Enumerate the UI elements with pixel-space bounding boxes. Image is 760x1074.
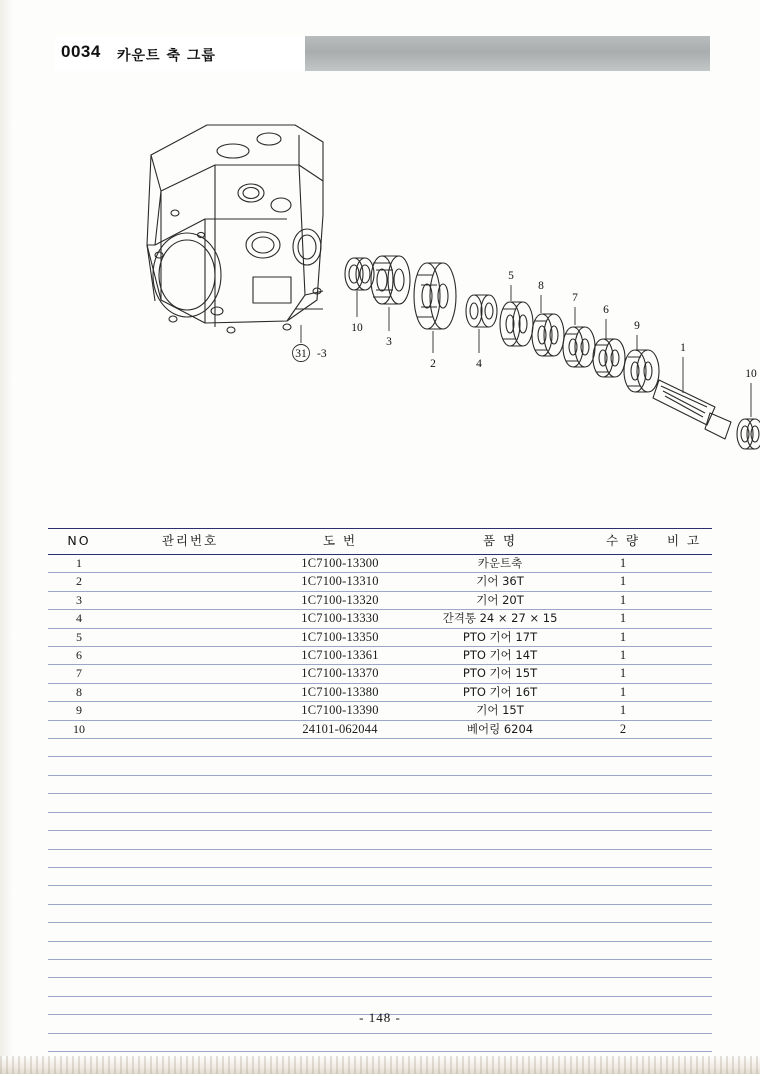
cell-note [656, 555, 712, 573]
callout-10-left: 10 [351, 322, 363, 334]
th-qty: 수 량 [590, 529, 656, 555]
cell-empty [270, 941, 410, 959]
cell-empty [410, 978, 590, 996]
cell-empty [590, 978, 656, 996]
cell-empty [410, 812, 590, 830]
callout-31: 31 [295, 348, 307, 360]
cell-empty [656, 886, 712, 904]
cell-empty [110, 923, 270, 941]
cell-name: 기어 36T [410, 573, 590, 591]
page-title: 카운트 축 그룹 [117, 48, 216, 64]
cell-empty [656, 831, 712, 849]
table-row-empty [48, 812, 712, 830]
cell-empty [270, 775, 410, 793]
cell-dwg: 1C7100-13330 [270, 610, 410, 628]
cell-empty [656, 849, 712, 867]
cell-qty: 1 [590, 610, 656, 628]
table-row-empty [48, 757, 712, 775]
table-row [48, 702, 712, 720]
cell-no: 7 [48, 665, 110, 683]
cell-no: 4 [48, 610, 110, 628]
cell-note [656, 665, 712, 683]
table-row-empty [48, 923, 712, 941]
callout-3: 3 [386, 336, 392, 348]
th-drawing-no: 도 번 [270, 529, 410, 555]
table-row-empty [48, 739, 712, 757]
cell-name: 간격통 24 × 27 × 15 [410, 610, 590, 628]
cell-empty [270, 794, 410, 812]
page-number: - 148 - [359, 1010, 401, 1025]
cell-empty [656, 867, 712, 885]
cell-no: 6 [48, 647, 110, 665]
parts-table-body [48, 555, 712, 1052]
cell-qty: 1 [590, 591, 656, 609]
cell-empty [110, 941, 270, 959]
cell-note [656, 610, 712, 628]
table-row-empty [48, 959, 712, 977]
cell-empty [656, 775, 712, 793]
cell-empty [48, 923, 110, 941]
cell-qty: 1 [590, 573, 656, 591]
cell-name: PTO 기어 16T [410, 683, 590, 701]
th-part-name: 품 명 [410, 529, 590, 555]
cell-empty [590, 941, 656, 959]
cell-dwg: 1C7100-13310 [270, 573, 410, 591]
cell-note [656, 702, 712, 720]
th-mgmt-no: 관리번호 [110, 529, 270, 555]
cell-empty [410, 775, 590, 793]
cell-empty [270, 849, 410, 867]
cell-name: PTO 기어 15T [410, 665, 590, 683]
callout-1: 1 [680, 342, 686, 354]
table-row [48, 573, 712, 591]
table-row [48, 628, 712, 646]
table-row-empty [48, 978, 712, 996]
cell-dwg: 24101-062044 [270, 720, 410, 738]
cell-empty [590, 904, 656, 922]
cell-empty [410, 739, 590, 757]
table-row [48, 720, 712, 738]
cell-mgmt [110, 628, 270, 646]
cell-dwg: 1C7100-13361 [270, 647, 410, 665]
cell-empty [590, 794, 656, 812]
cell-note [656, 720, 712, 738]
callout-4: 4 [476, 358, 482, 370]
table-row-empty [48, 867, 712, 885]
cell-empty [410, 941, 590, 959]
cell-note [656, 647, 712, 665]
callout-31-suffix: -3 [317, 348, 327, 360]
cell-empty [410, 794, 590, 812]
cell-empty [656, 739, 712, 757]
table-row [48, 647, 712, 665]
cell-note [656, 591, 712, 609]
table-row-empty [48, 794, 712, 812]
table-header-row [48, 529, 712, 555]
table-row-empty [48, 849, 712, 867]
cell-empty [410, 831, 590, 849]
cell-empty [48, 867, 110, 885]
callout-9: 9 [634, 320, 640, 332]
cell-empty [48, 775, 110, 793]
cell-empty [270, 1033, 410, 1051]
cell-empty [590, 812, 656, 830]
cell-empty [590, 1033, 656, 1051]
cell-no: 1 [48, 555, 110, 573]
cell-name: 기어 15T [410, 702, 590, 720]
table-row-empty [48, 886, 712, 904]
cell-mgmt [110, 555, 270, 573]
callout-10-right: 10 [745, 368, 757, 380]
cell-empty [590, 886, 656, 904]
cell-name: 기어 20T [410, 591, 590, 609]
cell-empty [110, 775, 270, 793]
cell-empty [270, 923, 410, 941]
cell-dwg: 1C7100-13320 [270, 591, 410, 609]
cell-no: 10 [48, 720, 110, 738]
cell-empty [656, 1033, 712, 1051]
cell-name: 카운트축 [410, 555, 590, 573]
cell-empty [590, 831, 656, 849]
table-row-empty [48, 831, 712, 849]
table-row-empty [48, 775, 712, 793]
cell-empty [410, 867, 590, 885]
cell-mgmt [110, 573, 270, 591]
parts-table [48, 528, 712, 1052]
cell-qty: 1 [590, 702, 656, 720]
cell-empty [410, 923, 590, 941]
cell-empty [656, 812, 712, 830]
cell-empty [410, 886, 590, 904]
cell-qty: 1 [590, 555, 656, 573]
cell-empty [110, 1033, 270, 1051]
cell-mgmt [110, 683, 270, 701]
cell-empty [656, 978, 712, 996]
cell-name: PTO 기어 17T [410, 628, 590, 646]
cell-empty [270, 959, 410, 977]
cell-empty [48, 959, 110, 977]
cell-empty [110, 886, 270, 904]
th-remarks: 비 고 [656, 529, 712, 555]
cell-mgmt [110, 591, 270, 609]
cell-dwg: 1C7100-13370 [270, 665, 410, 683]
cell-empty [110, 794, 270, 812]
cell-mgmt [110, 665, 270, 683]
cell-dwg: 1C7100-13350 [270, 628, 410, 646]
cell-empty [270, 831, 410, 849]
cell-empty [590, 923, 656, 941]
cell-empty [270, 812, 410, 830]
cell-mgmt [110, 702, 270, 720]
table-row [48, 610, 712, 628]
cell-empty [656, 923, 712, 941]
page-edge-shadow [0, 0, 14, 1074]
page-code: 0034 [61, 42, 101, 61]
cell-empty [48, 812, 110, 830]
cell-empty [110, 849, 270, 867]
callout-5: 5 [508, 270, 514, 282]
cell-dwg: 1C7100-13380 [270, 683, 410, 701]
cell-empty [270, 867, 410, 885]
cell-qty: 1 [590, 628, 656, 646]
cell-qty: 1 [590, 665, 656, 683]
parts-table-container [48, 528, 712, 1052]
cell-empty [110, 959, 270, 977]
cell-empty [110, 757, 270, 775]
cell-note [656, 628, 712, 646]
cell-empty [48, 794, 110, 812]
cell-empty [48, 941, 110, 959]
cell-empty [48, 904, 110, 922]
table-row-empty [48, 941, 712, 959]
cell-empty [110, 904, 270, 922]
cell-mgmt [110, 610, 270, 628]
table-row [48, 683, 712, 701]
callout-2: 2 [430, 358, 436, 370]
cell-empty [656, 757, 712, 775]
cell-empty [656, 959, 712, 977]
cell-empty [110, 978, 270, 996]
cell-no: 3 [48, 591, 110, 609]
cell-empty [48, 1033, 110, 1051]
table-row-empty [48, 1033, 712, 1051]
cell-empty [270, 904, 410, 922]
th-no: NO [48, 529, 110, 555]
cell-empty [270, 886, 410, 904]
table-row [48, 665, 712, 683]
table-row-empty [48, 904, 712, 922]
cell-empty [270, 739, 410, 757]
cell-empty [656, 794, 712, 812]
cell-empty [270, 757, 410, 775]
cell-empty [48, 886, 110, 904]
cell-empty [656, 904, 712, 922]
cell-no: 2 [48, 573, 110, 591]
callout-7: 7 [572, 292, 578, 304]
cell-name: PTO 기어 14T [410, 647, 590, 665]
callout-8: 8 [538, 280, 544, 292]
cell-empty [590, 849, 656, 867]
cell-mgmt [110, 720, 270, 738]
cell-empty [48, 831, 110, 849]
cell-empty [410, 959, 590, 977]
cell-name: 베어링 6204 [410, 720, 590, 738]
cell-note [656, 683, 712, 701]
cell-mgmt [110, 647, 270, 665]
cell-empty [656, 941, 712, 959]
callout-6: 6 [603, 304, 609, 316]
exploded-view-illustration [55, 95, 757, 495]
cell-qty: 1 [590, 647, 656, 665]
cell-empty [110, 812, 270, 830]
cell-qty: 1 [590, 683, 656, 701]
cell-empty [110, 831, 270, 849]
page-bottom-scan-edge [0, 1056, 760, 1074]
cell-empty [410, 904, 590, 922]
cell-no: 5 [48, 628, 110, 646]
cell-empty [110, 867, 270, 885]
cell-empty [48, 739, 110, 757]
cell-empty [48, 849, 110, 867]
cell-empty [48, 757, 110, 775]
cell-empty [590, 775, 656, 793]
cell-dwg: 1C7100-13390 [270, 702, 410, 720]
cell-empty [590, 867, 656, 885]
cell-empty [590, 959, 656, 977]
cell-note [656, 573, 712, 591]
cell-qty: 2 [590, 720, 656, 738]
cell-empty [48, 978, 110, 996]
cell-dwg: 1C7100-13300 [270, 555, 410, 573]
cell-empty [270, 978, 410, 996]
cell-no: 8 [48, 683, 110, 701]
cell-no: 9 [48, 702, 110, 720]
cell-empty [590, 757, 656, 775]
cell-empty [590, 739, 656, 757]
table-row [48, 591, 712, 609]
cell-empty [410, 849, 590, 867]
cell-empty [110, 739, 270, 757]
cell-empty [410, 757, 590, 775]
cell-empty [410, 1033, 590, 1051]
table-row [48, 555, 712, 573]
